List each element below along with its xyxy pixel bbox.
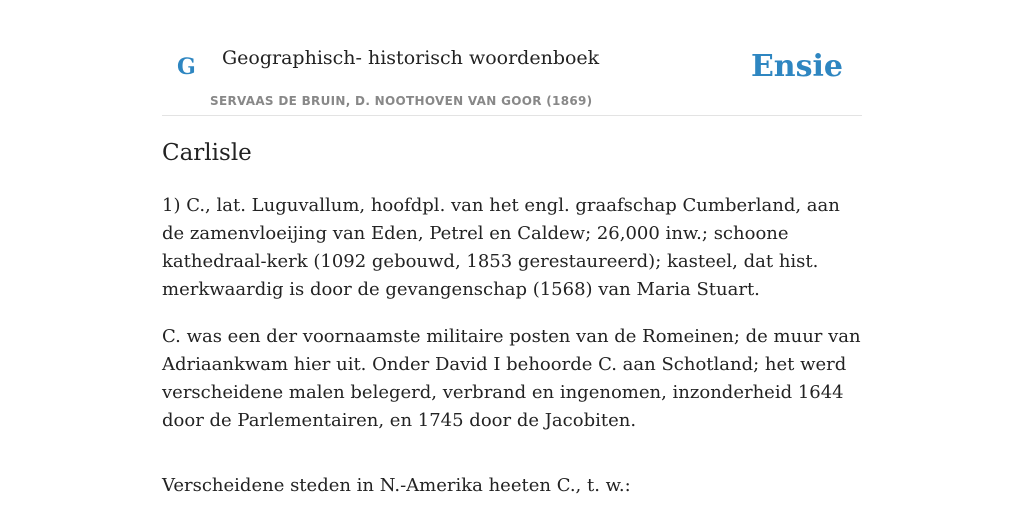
book-title-link[interactable]: Geographisch- historisch woordenboek: [222, 47, 600, 69]
book-header: [162, 0, 862, 116]
content-container: [162, 0, 862, 496]
entry-paragraph: Verscheidene steden in N.-Amerika heeten C., t. w.:: [162, 475, 631, 496]
book-initial-icon[interactable]: G: [177, 54, 196, 80]
entry-paragraph: 1) C., lat. Luguvallum, hoofdpl. van het engl. graafschap Cumberland, aan de zamenvloeijing van Eden, Petrel en Caldew; 26,000 inw.; schoone kathedraal-kerk (1092 gebouwd, 1853 gerestaureerd); kasteel, dat hist. merkwaardig is door de gevangenschap (1568) van Maria Stuart.: [162, 195, 840, 300]
entry-body: [162, 192, 862, 512]
site-logo[interactable]: Ensie: [750, 49, 843, 84]
entry-title: Carlisle: [162, 140, 252, 166]
book-author: SERVAAS DE BRUIN, D. NOOTHOVEN VAN GOOR (1869): [210, 94, 593, 108]
entry-paragraph: C. was een der voornaamste militaire posten van de Romeinen; de muur van Adriaankwam hier uit. Onder David I behoorde C. aan Schotland; het werd verscheidene malen belegerd, verbrand en ingenomen, inzonderheid 1644 door de Parlementairen, en 1745 door de Jacobiten.: [162, 326, 861, 431]
